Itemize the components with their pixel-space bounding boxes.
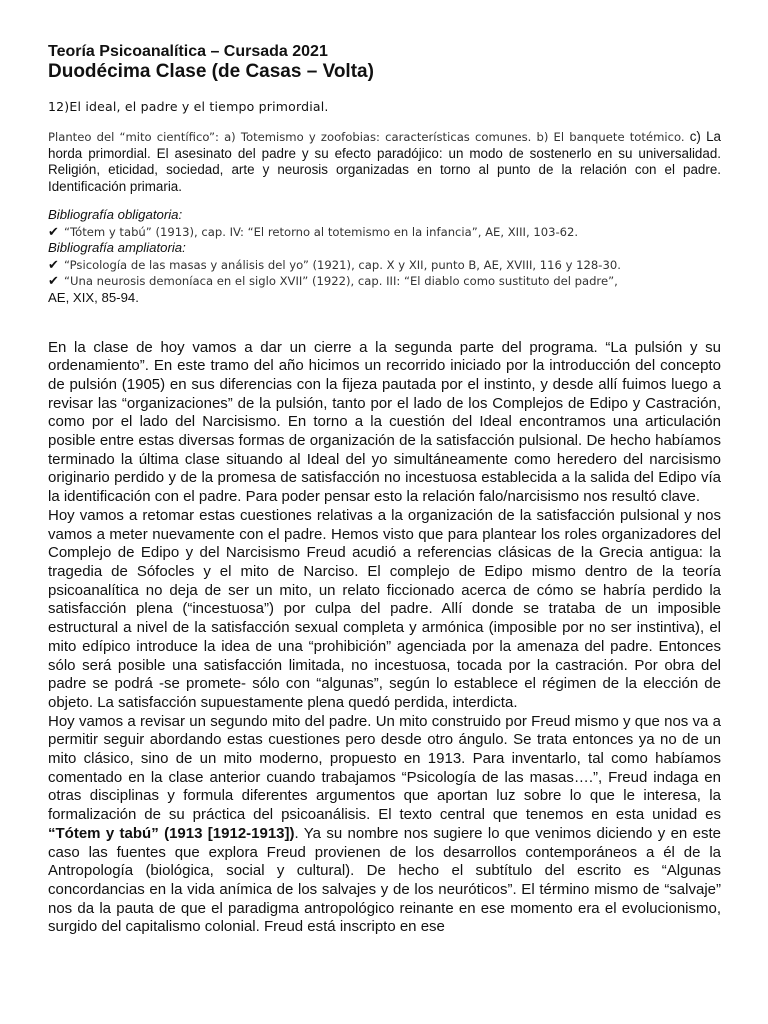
bibliography-item-text: “Psicología de las masas y análisis del yo” (1921), cap. X y XII, punto B, AE, XVIII, 116 y 128-30. xyxy=(64,257,621,272)
unit-title: 12)El ideal, el padre y el tiempo primordial. xyxy=(48,99,329,114)
paragraph xyxy=(48,713,721,937)
bibliography xyxy=(48,207,721,307)
summary-part-1: Planteo del “mito científico”: a) Totemismo y zoofobias: características comunes. b) El banquete totémico. xyxy=(48,130,685,144)
check-icon: ✔ xyxy=(48,223,60,239)
check-icon: ✔ xyxy=(48,256,60,272)
body-text xyxy=(48,339,721,938)
check-icon: ✔ xyxy=(48,273,60,289)
paragraph-text: Hoy vamos a revisar un segundo mito del padre. Un mito construido por Freud mismo y que nos va a permitir seguir abordando estas cuestiones pero desde otro ángulo. Se trata entonces ya no de un mito clásico, sino de un mito moderno, propuesto en 1913. Para inventarlo, tal como habíamos comentado en la clase anterior cuando trabajamos “Psicología de las masas….”, Freud indaga en otras disciplinas y formula diferentes argumentos que aportan luz sobre lo que le interesa, la formalización de su práctica del psicoanálisis. El texto central que tenemos en esta unidad es xyxy=(48,712,721,824)
class-title: Duodécima Clase (de Casas – Volta) xyxy=(48,61,374,82)
document-page xyxy=(48,42,721,937)
course-title: Teoría Psicoanalítica – Cursada 2021 xyxy=(48,43,328,60)
paragraph: Hoy vamos a retomar estas cuestiones relativas a la organización de la satisfacción pulsional y nos vamos a meter nuevamente con el padre. Hemos visto que para plantear los roles organizadores del Complejo de Edipo y del Narcisismo Freud acudió a referencias clásicas de la Grecia antigua: la tragedia de Sófocles y el mito de Narciso. El complejo de Edipo mismo dentro de la teoría psicoanalítica no deja de ser un mito, un relato ficcionado acerca de cómo se habría perdido la satisfacción plena (“incestuosa”) por culpa del padre. Allí donde se trataba de un imposible estructural a nivel de la satisfacción sexual completa y armónica (imposible por no ser instintiva), el mito edípico introduce la idea de una “prohibición” agenciada por la amenaza del padre. Entonces sólo será posible una satisfacción limitada, no incestuosa, tocada por la castración. Por obra del padre se podrá -se promete- sólo con “algunas”, según lo establece el régimen de la elección de objeto. La satisfacción supuestamente plena quedó perdida, interdicta. xyxy=(48,506,721,711)
mandatory-bibliography-label: Bibliografía obligatoria: xyxy=(48,207,183,222)
bibliography-item-text: “Tótem y tabú” (1913), cap. IV: “El retorno al totemismo en la infancia”, AE, XIII, 103-62. xyxy=(64,224,579,239)
bibliography-item xyxy=(48,224,721,241)
bibliography-item-text: “Una neurosis demoníaca en el siglo XVII” (1922), cap. III: “El diablo como sustituto del padre”, xyxy=(64,274,618,289)
extended-bibliography-label: Bibliografía ampliatoria: xyxy=(48,240,186,256)
book-title: “Tótem y tabú” (1913 [1912-1913]) xyxy=(48,824,295,842)
unit-summary xyxy=(48,129,721,195)
paragraph-text: . Ya su nombre nos sugiere lo que venimos diciendo y en este caso las fuentes que explora Freud provienen de los desarrollos contemporáneos a él de la Antropología (biológica, social y cultural). De hecho el subtítulo del escrito es “Algunas concordancias en la vida anímica de los salvajes y de los neuróticos”. El término mismo de “salvaje” nos da la pauta de que el paradigma antropológico reinante en ese momento era el evolucionismo, surgido del capitalismo colonial. Freud está inscripto en ese xyxy=(48,824,721,936)
bibliography-item xyxy=(48,257,721,274)
summary-part-2: c) La horda primordial. El asesinato del padre y su efecto paradójico: un modo de sostenerlo en su universalidad. Religión, eticidad, sociedad, arte y neurosis organizadas en torno al punto de la relación con el padre. Identificación primaria. xyxy=(48,129,721,194)
paragraph: En la clase de hoy vamos a dar un cierre a la segunda parte del programa. “La pulsión y su ordenamiento”. En este tramo del año hicimos un recorrido iniciado por la introducción del concepto de pulsión (1905) en sus diferencias con la fijeza pautada por el instinto, y desde allí fuimos luego a revisar las “organizaciones” de la pulsión, tanto por el lado de los Complejos de Edipo y Castración, como por el lado del Narcisismo. En torno a la cuestión del Ideal encontramos una articulación posible entre estas diversas formas de organización de la satisfacción pulsional. De hecho habíamos terminado la última clase situando al Ideal del yo simultáneamente como heredero del narcisismo originario perdido y de la promesa de satisfacción no incestuosa establecida a la salida del Edipo vía la identificación con el padre. Para poder pensar esto la relación falo/narcisismo nos resultó clave. xyxy=(48,338,721,506)
bibliography-item-continuation: AE, XIX, 85-94. xyxy=(48,289,139,305)
bibliography-item xyxy=(48,273,721,290)
